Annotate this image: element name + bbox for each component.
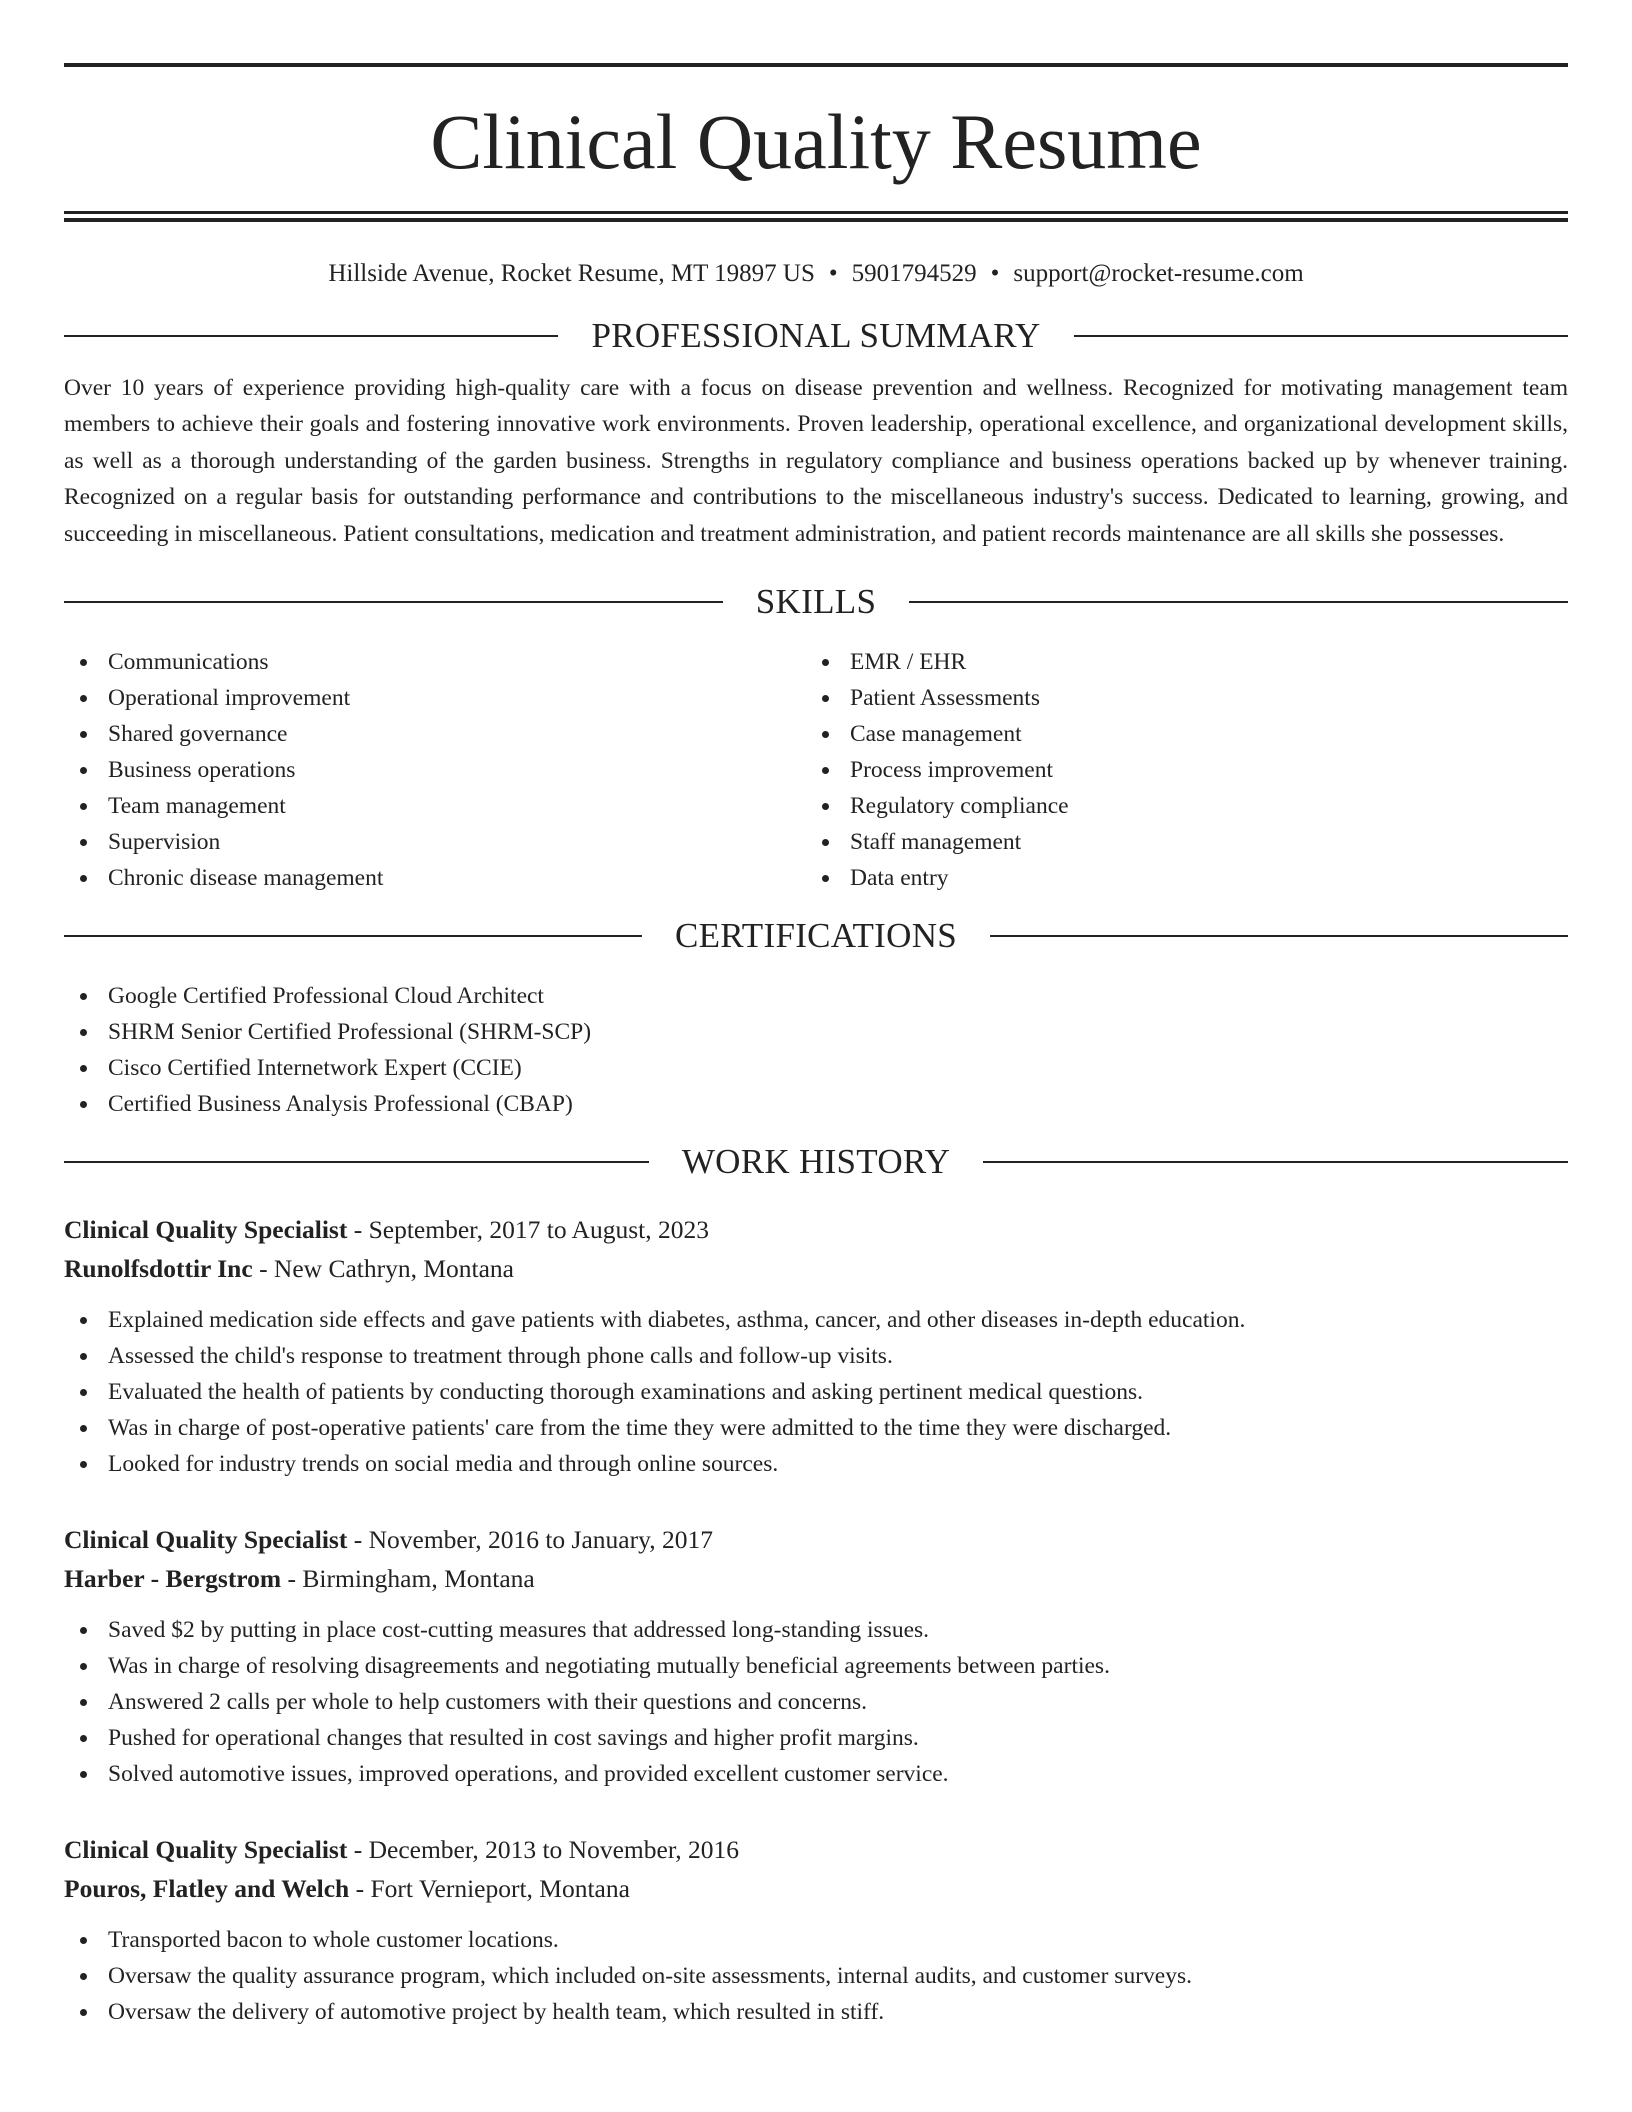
certification-item: SHRM Senior Certified Professional (SHRM-SCP) <box>64 1014 1568 1050</box>
skill-item: Business operations <box>64 752 806 788</box>
skill-item: Operational improvement <box>64 680 806 716</box>
job-location: - Fort Vernieport, Montana <box>349 1874 630 1904</box>
job-title-line <box>64 1830 1568 1869</box>
section-title: WORK HISTORY <box>681 1142 951 1182</box>
contact-separator: • <box>990 260 1000 287</box>
job-dates: - September, 2017 to August, 2023 <box>347 1215 709 1245</box>
contact-email: support@rocket-resume.com <box>1013 260 1304 287</box>
skills-columns <box>64 644 1568 896</box>
job-bullet: Explained medication side effects and gave patients with diabetes, asthma, cancer, and other diseases in-depth education. <box>64 1302 1568 1338</box>
job-location: - New Cathryn, Montana <box>252 1254 515 1284</box>
job-title: Clinical Quality Specialist <box>64 1525 348 1555</box>
job-dates: - December, 2013 to November, 2016 <box>347 1835 740 1865</box>
job-bullet: Saved $2 by putting in place cost-cutting measures that addressed long-standing issues. <box>64 1612 1568 1648</box>
heading-rule <box>64 935 642 937</box>
title-double-rule <box>64 211 1568 222</box>
job-bullet: Was in charge of post-operative patients' care from the time they were admitted to the time they were discharged. <box>64 1410 1568 1446</box>
job-title: Clinical Quality Specialist <box>64 1835 348 1865</box>
job-bullet: Evaluated the health of patients by conducting thorough examinations and asking pertinent medical questions. <box>64 1374 1568 1410</box>
job-entry <box>64 1520 1568 1792</box>
job-company-line <box>64 1869 1568 1908</box>
job-company-line <box>64 1559 1568 1598</box>
job-bullet: Oversaw the delivery of automotive project by health team, which resulted in stiff. <box>64 1994 1568 2030</box>
summary-paragraph: Over 10 years of experience providing high-quality care with a focus on disease prevention and wellness. Recognized for motivating management team members to achieve their goals and fostering innovative work environments. Proven leadership, operational excellence, and organizational development skills, as well as a thorough understanding of the garden business. Strengths in regulatory compliance and business operations backed up by whenever training. Recognized on a regular basis for outstanding performance and contributions to the miscellaneous industry's success. Dedicated to learning, growing, and succeeding in miscellaneous. Patient consultations, medication and treatment administration, and patient records maintenance are all skills she possesses. <box>64 375 1568 547</box>
job-company: Runolfsdottir Inc <box>64 1254 253 1284</box>
job-title: Clinical Quality Specialist <box>64 1215 348 1245</box>
skill-item: Communications <box>64 644 806 680</box>
certification-item: Google Certified Professional Cloud Architect <box>64 978 1568 1014</box>
job-bullets <box>64 1922 1568 2030</box>
section-title: PROFESSIONAL SUMMARY <box>591 316 1041 355</box>
contact-separator: • <box>828 260 838 287</box>
section-heading-skills <box>64 582 1568 622</box>
top-rule <box>64 63 1568 67</box>
skill-item: Supervision <box>64 824 806 860</box>
skills-list-right <box>806 644 1548 896</box>
job-bullet: Looked for industry trends on social media and through online sources. <box>64 1446 1568 1482</box>
job-company-line <box>64 1249 1568 1288</box>
resume-page <box>64 0 1568 2030</box>
resume-title: Clinical Quality Resume <box>430 98 1202 185</box>
skill-item: EMR / EHR <box>806 644 1548 680</box>
section-title: SKILLS <box>755 582 877 622</box>
job-location: - Birmingham, Montana <box>281 1564 535 1594</box>
job-bullet: Solved automotive issues, improved operations, and provided excellent customer service. <box>64 1756 1568 1792</box>
skill-item: Staff management <box>806 824 1548 860</box>
skills-list-left <box>64 644 806 896</box>
heading-rule <box>64 1161 649 1163</box>
job-company: Pouros, Flatley and Welch <box>64 1874 350 1904</box>
heading-rule <box>64 601 723 603</box>
section-heading-work-history <box>64 1142 1568 1182</box>
section-heading-summary <box>64 316 1568 356</box>
job-bullet: Pushed for operational changes that resulted in cost savings and higher profit margins. <box>64 1720 1568 1756</box>
job-title-line <box>64 1210 1568 1249</box>
skill-item: Chronic disease management <box>64 860 806 896</box>
job-bullet: Assessed the child's response to treatment through phone calls and follow-up visits. <box>64 1338 1568 1374</box>
skill-item: Case management <box>806 716 1548 752</box>
heading-rule <box>64 335 558 337</box>
job-bullet: Transported bacon to whole customer locations. <box>64 1922 1568 1958</box>
certification-item: Cisco Certified Internetwork Expert (CCIE) <box>64 1050 1568 1086</box>
job-entry <box>64 1830 1568 2030</box>
contact-line <box>64 260 1568 288</box>
skill-item: Data entry <box>806 860 1548 896</box>
skill-item: Team management <box>64 788 806 824</box>
skill-item: Regulatory compliance <box>806 788 1548 824</box>
skill-item: Shared governance <box>64 716 806 752</box>
job-title-line <box>64 1520 1568 1559</box>
heading-rule <box>983 1161 1568 1163</box>
heading-rule <box>1074 335 1568 337</box>
heading-rule <box>990 935 1568 937</box>
contact-address: Hillside Avenue, Rocket Resume, MT 19897 US <box>328 260 815 287</box>
job-bullet: Answered 2 calls per whole to help customers with their questions and concerns. <box>64 1684 1568 1720</box>
job-company: Harber - Bergstrom <box>64 1564 282 1594</box>
contact-phone: 5901794529 <box>851 260 977 287</box>
skill-item: Process improvement <box>806 752 1548 788</box>
job-bullet: Was in charge of resolving disagreements and negotiating mutually beneficial agreements between parties. <box>64 1648 1568 1684</box>
section-heading-certifications <box>64 916 1568 956</box>
certification-item: Certified Business Analysis Professional (CBAP) <box>64 1086 1568 1122</box>
job-bullet: Oversaw the quality assurance program, which included on-site assessments, internal audits, and customer surveys. <box>64 1958 1568 1994</box>
certifications-list <box>64 978 1568 1122</box>
job-dates: - November, 2016 to January, 2017 <box>347 1525 713 1555</box>
section-title: CERTIFICATIONS <box>674 916 958 956</box>
job-bullets <box>64 1302 1568 1482</box>
skill-item: Patient Assessments <box>806 680 1548 716</box>
job-entry <box>64 1210 1568 1482</box>
heading-rule <box>909 601 1568 603</box>
job-bullets <box>64 1612 1568 1792</box>
